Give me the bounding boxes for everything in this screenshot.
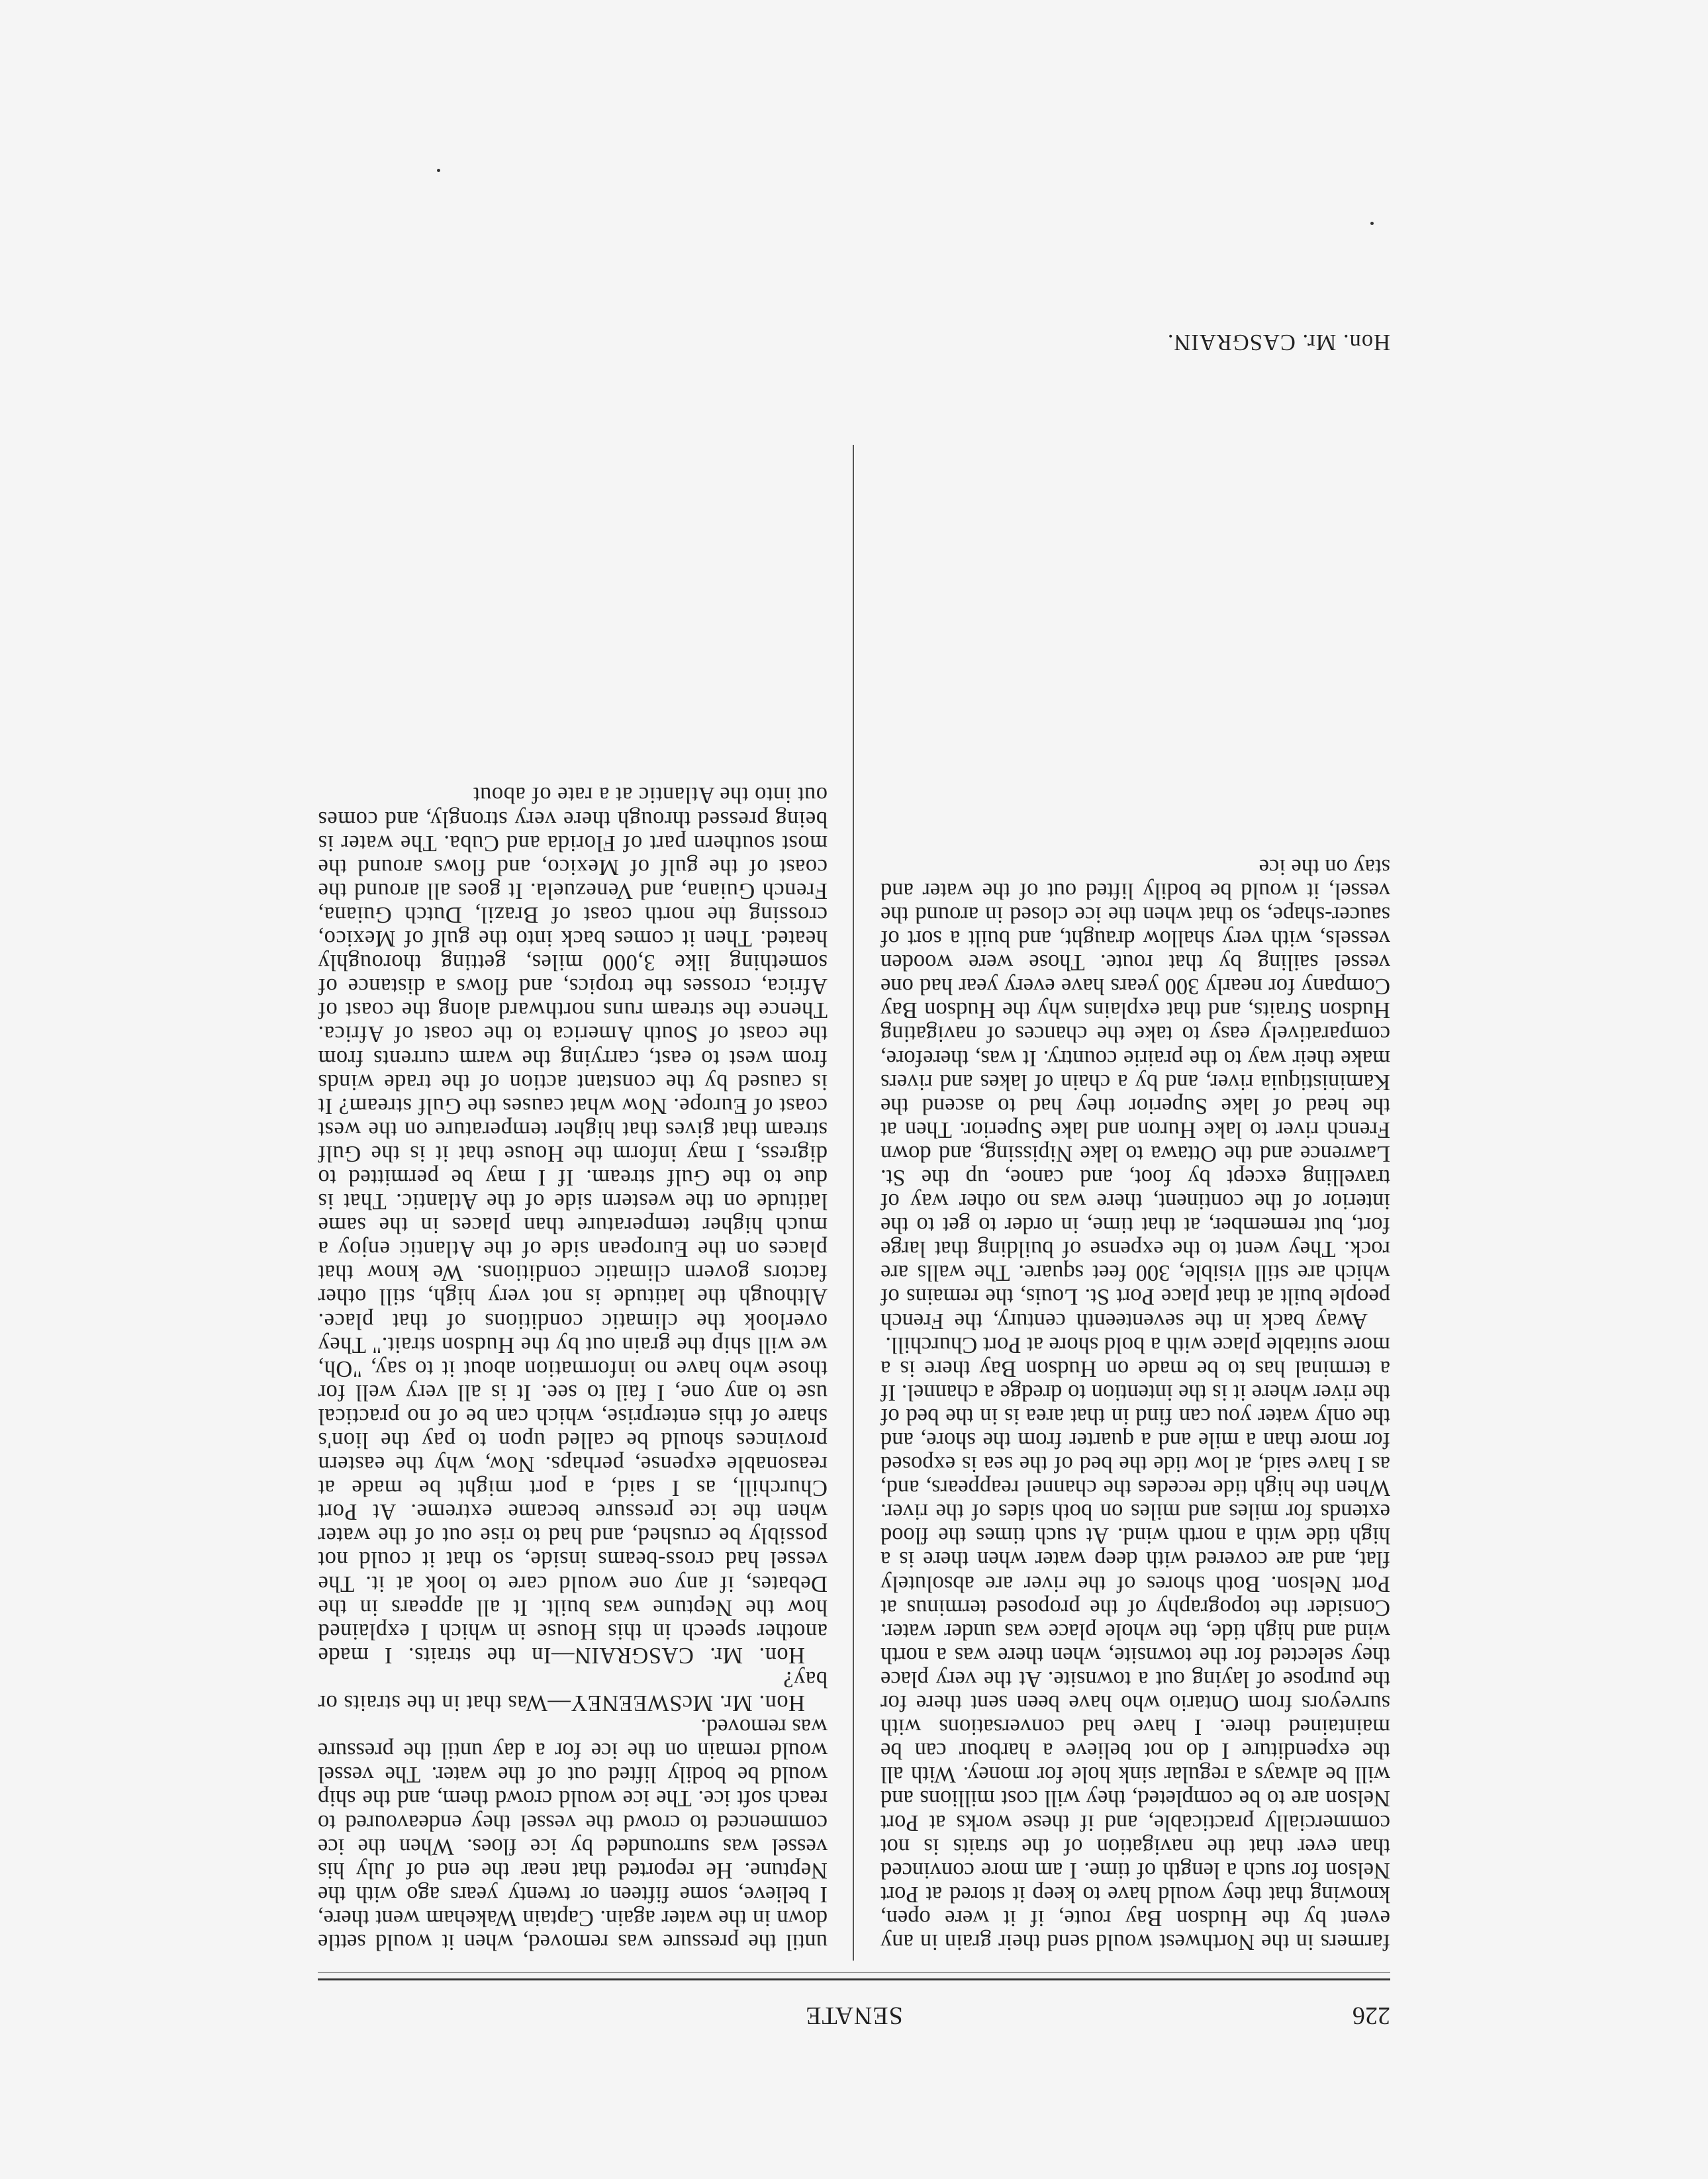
header-rule [318, 1978, 1390, 1980]
speech-paragraph: Hon. Mr. CASGRAIN—In the straits. I made another speech in this House in which I explained how the Neptune was built. It all appears in the Debates, if any one would care to look at it. The vessel had cross-beams inside, so that it could not possibly be crushed, and had to rise out of the water when the ice pressure became extreme. At Port Churchill, as I said, a port might be made at reasonable expense, perhaps. Now, why the eastern provinces should be called upon to pay the lion's share of this enterprise, which can be of no practical use to any one, I fail to see. It is all very well for those who have no information about it to say, "Oh, we will ship the grain out by the Hudson strait." They overlook the climatic conditions of that place. Although the latitude is not very high, still other factors govern climatic conditions. We know that places on the European side of the Atlantic enjoy a much higher temperature than places in the same latitude on the western side of the Atlantic. That is due to the Gulf stream. If I may be permitted to digress, I may inform the House that it is the Gulf stream that gives that higher temperature on the west coast of Europe. Now what causes the Gulf stream? It is caused by the constant action of the trade winds from west to east, carrying the warm currents from the coast of South America to the coast of Africa. Thence the stream runs northward along the coast of Africa, crosses the tropics, and flows a distance of something like 3,000 miles, getting thoroughly heated. Then it comes back into the gulf of Mexico, crossing the north coast of Brazil, Dutch Guiana, French Guiana, and Venezuela. It goes all around the coast of the gulf of Mexico, and flows around the most southern part of Florida and Cuba. The water is being pressed through there very strongly, and comes out into the Atlantic at a rate of about [318, 782, 828, 1668]
speaker-footer: Hon. Mr. CASGRAIN. [1166, 330, 1390, 355]
right-column [318, 782, 828, 1955]
scan-speck [437, 169, 440, 172]
left-column [880, 451, 1390, 1954]
running-title: SENATE [805, 2002, 903, 2029]
page-header [318, 1990, 1390, 2030]
paragraph: Away back in the seventeenth century, the French people built at that place Port St. Louis, the remains of which are still visible, 300 feet square. The walls are rock. They went to the expense of building that large fort, but remember, at that time, in order to get to the interior of the continent, there was no other way of travelling except by foot, and canoe, up the St. Lawrence and the Ottawa to lake Nipissing, and down French river to lake Huron and lake Superior. Then at the head of lake Superior they had to ascend the Kaministiquia river, and by a chain of lakes and rivers make their way to the prairie country. It was, therefore, comparatively easy to take the chances of navigating Hudson Straits, and that explains why the Hudson Bay Company for nearly 300 years have every year had one vessel sailing by that route. Those were wooden vessels, with very shallow draught, and built a sort of saucer-shape, so that when the ice closed in around the vessel, it would be bodily lifted out of the water and stay on the ice [880, 854, 1390, 1334]
speech-paragraph: Hon. Mr. McSWEENEY—Was that in the straits or bay? [318, 1666, 828, 1716]
column-divider [853, 445, 854, 1961]
paragraph: until the pressure was removed, when it would settle down in the water again. Captain Wakeham went there, I believe, some fifteen or twenty years ago with the Neptune. He reported that near the end of July his vessel was surrounded by ice floes. When the ice commenced to crowd the vessel they endeavoured to reach soft ice. The ice would crowd them, and the ship would be bodily lifted out of the water. The vessel would remain on the ice for a day until the pressure was removed. [318, 1714, 828, 1955]
page-number: 226 [1352, 2002, 1390, 2029]
scan-speck [1370, 222, 1374, 225]
paragraph: farmers in the Northwest would send their grain in any event by the Hudson Bay route, if it were open, knowing that they would have to keep it stored at Port Nelson for such a length of time. I am more convinced than ever that the navigation of the straits is not commercially practicable, and if these works at Port Nelson are to be completed, they will cost millions and will be always a regular sink hole for money. With all the expenditure I do not believe a harbour can be maintained there. I have had conversations with surveyors from Ontario who have been sent there for the purpose of laying out a townsite. At the very place they selected for the townsite, when there was a north wind and high tide, the whole place was under water. Consider the topography of the proposed terminus at Port Nelson. Both shores of the river are absolutely flat, and are covered with deep water when there is a high tide with a north wind. At such times the flood extends for miles and miles on both sides of the river. When the high tide recedes the channel reappears, and, as I have said, at low tide the bed of the sea is exposed for more than a mile and a quarter from the shore, and the only water you can find in that area is in the bed of the river where it is the intention to dredge a channel. If a terminal has to be made on Hudson Bay there is a more suitable place with a bold shore at Port Churchill. [880, 1332, 1390, 1955]
